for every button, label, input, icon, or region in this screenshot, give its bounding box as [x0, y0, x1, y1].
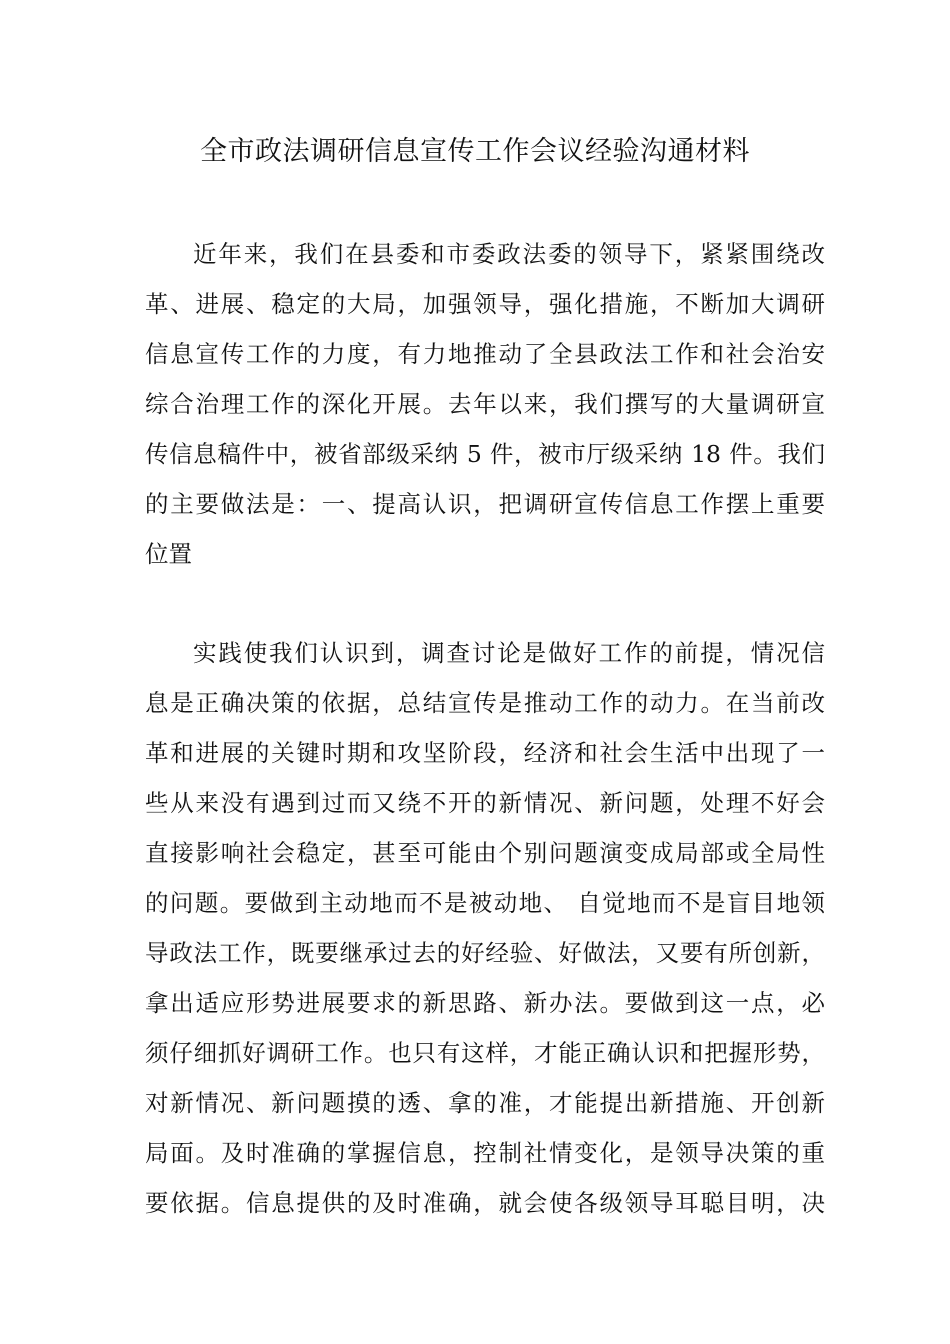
paragraph-line: 革和进展的关键时期和攻坚阶段，经济和社会生活中出现了一	[145, 739, 825, 767]
paragraph-line: 拿出适应形势进展要求的新思路、新办法。要做到这一点，必	[145, 989, 825, 1017]
paragraph-line: 信息宣传工作的力度，有力地推动了全县政法工作和社会治安	[145, 340, 825, 368]
paragraph-line: 直接影响社会稳定，甚至可能由个别问题演变成局部或全局性	[145, 839, 825, 867]
paragraph-line: 实践使我们认识到，调查讨论是做好工作的前提，情况信	[193, 639, 825, 667]
paragraph-line: 的主要做法是：一、提高认识，把调研宣传信息工作摆上重要	[145, 490, 825, 518]
paragraph-line: 对新情况、新问题摸的透、拿的准，才能提出新措施、开创新	[145, 1089, 825, 1117]
paragraph-line: 位置	[145, 540, 192, 568]
paragraph-line: 须仔细抓好调研工作。也只有这样，才能正确认识和把握形势，	[145, 1039, 825, 1067]
paragraph-line: 传信息稿件中，被省部级采纳 5 件，被市厅级采纳 18 件。我们	[145, 440, 825, 468]
paragraph-line: 局面。及时准确的掌握信息，控制社情变化，是领导决策的重	[145, 1139, 825, 1167]
paragraph-line: 要依据。信息提供的及时准确，就会使各级领导耳聪目明，决	[145, 1189, 825, 1217]
document-title: 全市政法调研信息宣传工作会议经验沟通材料	[200, 136, 750, 167]
paragraph-line: 些从来没有遇到过而又绕不开的新情况、新问题，处理不好会	[145, 789, 825, 817]
paragraph-line: 近年来，我们在县委和市委政法委的领导下，紧紧围绕改	[193, 240, 825, 268]
paragraph-line: 导政法工作，既要继承过去的好经验、好做法，又要有所创新，	[145, 939, 825, 967]
paragraph-line: 综合治理工作的深化开展。去年以来，我们撰写的大量调研宣	[145, 390, 825, 418]
paragraph-line: 革、进展、稳定的大局，加强领导，强化措施，不断加大调研	[145, 290, 825, 318]
paragraph-line: 息是正确决策的依据，总结宣传是推动工作的动力。在当前改	[145, 689, 825, 717]
paragraph-line: 的问题。要做到主动地而不是被动地、 自觉地而不是盲目地领	[145, 889, 825, 917]
